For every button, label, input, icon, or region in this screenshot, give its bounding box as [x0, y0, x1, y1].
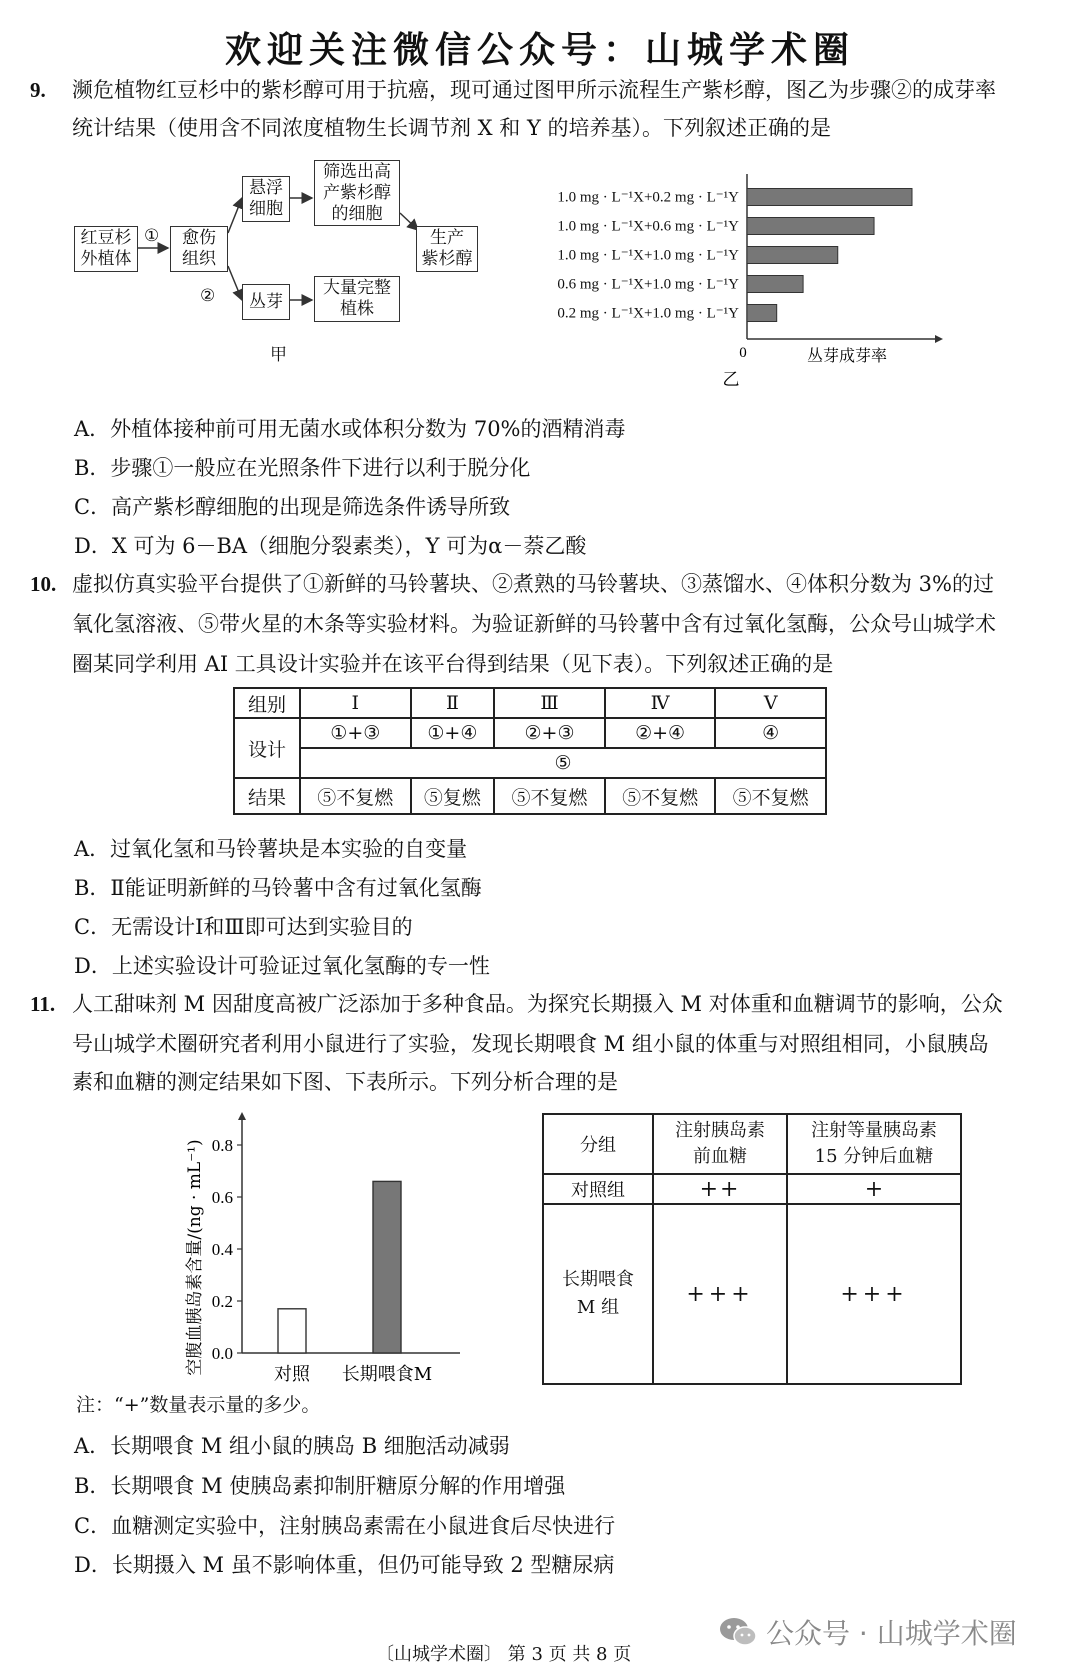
q10-design: ②+③ [494, 718, 605, 748]
y-axis-title: 空腹血胰岛素含量/(ng · mL⁻¹) [185, 1139, 205, 1376]
q11-note: 注：“+”数量表示量的多少。 [76, 1394, 321, 1416]
q9-option-d[interactable]: D．X 可为 6－BA（细胞分裂素类），Y 可为α－萘乙酸 [74, 534, 587, 558]
q11-h-before: 注射胰岛素 前血糖 [653, 1114, 787, 1174]
bar [747, 218, 874, 235]
q9-option-b[interactable]: B．步骤①一般应在光照条件下进行以利于脱分化 [74, 456, 531, 480]
q10-group: Ⅳ [605, 688, 716, 718]
q10-h-group: 组别 [234, 688, 300, 718]
q10-group: Ⅱ [411, 688, 495, 718]
q11-row1-before: ++ [653, 1174, 787, 1204]
q11-bar-chart [180, 1108, 470, 1388]
q10-stem-line2: 氧化氢溶液、⑤带火星的木条等实验材料。为验证新鲜的马铃薯中含有过氧化氢酶，公众号山城学术 [72, 612, 996, 636]
q9-chart-svg [515, 172, 995, 397]
q9-bar-chart [515, 172, 995, 397]
flow-produce-box: 生产 紫杉醇 [416, 226, 478, 272]
q10-result: ⑤不复燃 [605, 778, 716, 814]
q10-design: ②+④ [605, 718, 716, 748]
q9-stem-line1: 濒危植物红豆杉中的紫杉醇可用于抗癌，现可通过图甲所示流程生产紫杉醇，图乙为步骤②的成芽率 [72, 78, 996, 102]
q9-flow-diagram [70, 158, 500, 378]
q10-design: ①+④ [411, 718, 495, 748]
q11-row1-after: + [787, 1174, 961, 1204]
q11-option-d[interactable]: D．长期摄入 M 虽不影响体重，但仍可能导致 2 型糖尿病 [74, 1553, 615, 1577]
q10-group: Ⅲ [494, 688, 605, 718]
q11-chart-svg [180, 1108, 470, 1388]
category-label: 1.0 mg · L⁻¹X+1.0 mg · L⁻¹Y [557, 247, 739, 264]
y-tick-label: 0.0 [211, 1344, 233, 1363]
wechat-icon [718, 1615, 758, 1649]
q11-row2-after: +++ [787, 1204, 961, 1384]
q11-option-a[interactable]: A．长期喂食 M 组小鼠的胰岛 B 细胞活动减弱 [74, 1434, 510, 1458]
q10-group: Ⅰ [300, 688, 411, 718]
q10-design: ①+③ [300, 718, 411, 748]
bar [278, 1309, 306, 1353]
origin-label: 0 [739, 345, 747, 361]
q9-stem-line2: 统计结果（使用含不同浓度植物生长调节剂 X 和 Y 的培养基）。下列叙述正确的是 [72, 116, 832, 140]
watermark [718, 1612, 1017, 1652]
flow-plants-box: 大量完整 植株 [314, 276, 400, 322]
q10-result: ⑤不复燃 [715, 778, 826, 814]
flow-suspension-box: 悬浮 细胞 [242, 176, 290, 222]
q10-number: 10. [30, 572, 57, 596]
q10-design: ④ [715, 718, 826, 748]
chart-caption: 乙 [722, 370, 740, 390]
q10-result: ⑤不复燃 [494, 778, 605, 814]
category-label: 长期喂食M [341, 1364, 433, 1385]
q11-stem-line1: 人工甜味剂 M 因甜度高被广泛添加于多种食品。为探究长期摄入 M 对体重和血糖调节的影响，公众 [72, 992, 1003, 1016]
q9-option-a[interactable]: A．外植体接种前可用无菌水或体积分数为 70%的酒精消毒 [74, 417, 626, 441]
q10-option-c[interactable]: C．无需设计Ⅰ和Ⅲ即可达到实验目的 [74, 915, 413, 939]
q10-h-result: 结果 [234, 778, 300, 814]
y-axis-arrow [238, 1112, 246, 1120]
watermark-text: 公众号 · 山城学术圈 [766, 1617, 1017, 1650]
q11-h-after: 注射等量胰岛素 15 分钟后血糖 [787, 1114, 961, 1174]
q10-option-a[interactable]: A．过氧化氢和马铃薯块是本实验的自变量 [74, 837, 468, 861]
q10-stem-line3: 圈某同学利用 AI 工具设计实验并在该平台得到结果（见下表）。下列叙述正确的是 [72, 652, 834, 676]
q11-number: 11. [30, 992, 56, 1016]
bar [747, 305, 777, 322]
page-header: 欢迎关注微信公众号：山城学术圈 [224, 30, 855, 71]
q11-stem-line2: 号山城学术圈研究者利用小鼠进行了实验，发现长期喂食 M 组小鼠的体重与对照组相同，小鼠胰岛 [72, 1032, 989, 1056]
flow-screen-box: 筛选出高 产紫杉醇 的细胞 [314, 160, 400, 226]
flow-caption: 甲 [270, 345, 287, 364]
q10-common: ⑤ [300, 748, 826, 778]
q10-h-design: 设计 [234, 718, 300, 778]
flow-callus-box: 愈伤 组织 [170, 226, 228, 272]
q11-h-group: 分组 [543, 1114, 653, 1174]
q11-row2-before: +++ [653, 1204, 787, 1384]
category-label: 0.6 mg · L⁻¹X+1.0 mg · L⁻¹Y [557, 276, 739, 293]
flow-explant-box: 红豆杉 外植体 [74, 226, 138, 272]
q11-stem-line3: 素和血糖的测定结果如下图、下表所示。下列分析合理的是 [72, 1070, 618, 1094]
q10-result: ⑤不复燃 [300, 778, 411, 814]
y-tick-label: 0.8 [211, 1136, 233, 1155]
category-label: 1.0 mg · L⁻¹X+0.6 mg · L⁻¹Y [557, 218, 739, 235]
y-tick-label: 0.6 [211, 1188, 233, 1207]
bar [747, 189, 912, 206]
flow-step1-label: ① [144, 226, 160, 245]
q11-row2-name: 长期喂食 M 组 [543, 1204, 653, 1384]
x-axis-arrow [935, 335, 943, 343]
q10-stem-line1: 虚拟仿真实验平台提供了①新鲜的马铃薯块、②煮熟的马铃薯块、③蒸馏水、④体积分数为 3%的过 [72, 572, 994, 596]
x-axis-title: 丛芽成芽率 [806, 346, 888, 365]
category-label: 0.2 mg · L⁻¹X+1.0 mg · L⁻¹Y [557, 305, 739, 322]
q10-table [233, 687, 827, 815]
bar [747, 276, 803, 293]
q11-option-c[interactable]: C．血糖测定实验中，注射胰岛素需在小鼠进食后尽快进行 [74, 1514, 616, 1538]
q9-number: 9. [30, 78, 46, 102]
bar [747, 247, 838, 264]
y-tick-label: 0.2 [211, 1292, 233, 1311]
q10-option-b[interactable]: B．Ⅱ能证明新鲜的马铃薯中含有过氧化氢酶 [74, 876, 482, 900]
bar [373, 1181, 401, 1353]
q11-option-b[interactable]: B．长期喂食 M 使胰岛素抑制肝糖原分解的作用增强 [74, 1474, 566, 1498]
page-footer: 〔山城学术圈〕 第 3 页 共 8 页 [376, 1644, 632, 1665]
flow-step2-label: ② [200, 286, 216, 305]
flow-bud-box: 丛芽 [242, 284, 290, 320]
q10-group: Ⅴ [715, 688, 826, 718]
q10-result: ⑤复燃 [411, 778, 495, 814]
category-label: 1.0 mg · L⁻¹X+0.2 mg · L⁻¹Y [557, 189, 739, 206]
q10-option-d[interactable]: D．上述实验设计可验证过氧化氢酶的专一性 [74, 954, 490, 978]
q11-table [542, 1113, 962, 1385]
q11-row1-name: 对照组 [543, 1174, 653, 1204]
y-tick-label: 0.4 [211, 1240, 233, 1259]
q9-option-c[interactable]: C．高产紫杉醇细胞的出现是筛选条件诱导所致 [74, 495, 511, 519]
category-label: 对照 [274, 1364, 310, 1385]
